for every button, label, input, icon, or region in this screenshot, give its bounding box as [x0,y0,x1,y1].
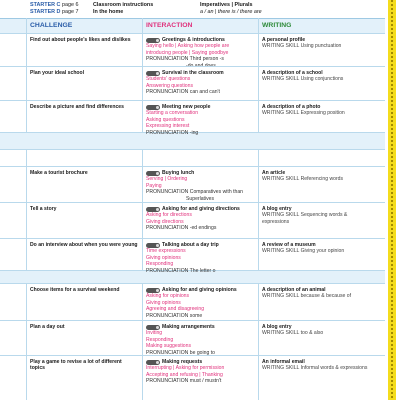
speech-bubble-icon [146,243,160,248]
row-divider [0,202,385,203]
row-divider [0,320,385,321]
interaction-line: Responding [146,336,174,343]
interaction-cell [146,70,256,96]
challenge-cell: Find out about people's likes and dislikes [30,37,131,43]
column-divider [142,18,143,400]
writing-cell [262,206,372,225]
speech-bubble-icon [146,288,160,293]
interaction-line: Making suggestions [146,343,192,350]
interaction-cell [146,104,256,136]
starter-units-strip [0,0,390,17]
interaction-line: Saying hello | Asking how people are [146,43,230,50]
speech-bubble-icon [146,105,160,110]
starter-page: page 6 [60,2,79,8]
interaction-line: Expressing interest [146,123,190,130]
speech-bubble-icon [146,38,160,43]
interaction-line: Asking for directions [146,212,192,219]
pronunciation-line: PRONUNCIATION be going to [146,349,215,356]
interaction-line: Interrupting | Asking for permission [146,365,225,372]
interaction-line: Giving opinions [146,299,181,306]
pronunciation-line: PRONUNCIATION Comparatives with than [146,189,243,196]
interaction-line: Students' questions [146,76,191,83]
interaction-line: Time expressions [146,248,186,255]
interaction-title-text: Buying lunch [162,170,195,176]
interaction-title-text: Meeting new people [162,104,211,110]
row-divider [0,283,385,284]
writing-title: A blog entry [262,206,292,212]
interaction-header: INTERACTION [146,22,193,29]
interaction-cell [146,206,256,232]
writing-title: A description of an animal [262,287,326,293]
writing-cell [262,104,372,117]
writing-skill: WRITING SKILL Sequencing words & expressions [262,212,348,225]
interaction-lines [146,212,256,231]
column-divider [258,18,259,400]
interaction-line: Answering questions [146,82,194,89]
writing-header: WRITING [262,22,292,29]
writing-skill: WRITING SKILL too & also [262,330,324,337]
interaction-title-text: Survival in the classroom [162,70,224,76]
interaction-line: Starting a conversation [146,110,199,117]
interaction-lines [146,110,256,136]
speech-bubble-icon [146,360,160,365]
writing-skill: WRITING SKILL Referencing words [262,176,344,183]
writing-title: A review of a museum [262,242,316,248]
starter-grammar [200,2,262,15]
starter-topic: In the home [93,8,124,15]
writing-skill: WRITING SKILL Using conjunctions [262,76,344,83]
pronunciation-line: PRONUNCIATION -ed endings [146,225,217,232]
pronunciation-line: Superlatives [186,195,215,202]
challenge-cell: Plan your ideal school [30,70,85,76]
starter-page: page 7 [60,8,79,15]
row-divider [0,100,385,101]
interaction-line: Responding [146,261,174,268]
row-divider [0,238,385,239]
pronunciation-line: PRONUNCIATION Third person -s [146,56,224,63]
interaction-line: Agreeing and disagreeing [146,306,205,313]
writing-skill: WRITING SKILL Informal words & expressions [262,365,368,372]
writing-title: A blog entry [262,324,292,330]
interaction-line: Paying [146,182,162,189]
interaction-cell [146,287,256,319]
writing-title: A personal profile [262,37,306,43]
interaction-title-text: Making arrangements [162,324,215,330]
interaction-line: Serving | Ordering [146,176,188,183]
writing-title: A description of a school [262,70,323,76]
starter-page-refs [30,2,78,15]
writing-cell [262,359,372,372]
interaction-line: Giving opinions [146,254,181,261]
pronunciation-line: PRONUNCIATION some [146,312,203,319]
yellow-edge-stripe [385,0,400,400]
challenge-cell: Do an interview about when you were young [30,242,138,248]
interaction-lines [146,76,256,95]
interaction-lines [146,330,256,356]
speech-bubble-icon [146,171,160,176]
challenge-cell: Describe a picture and find differences [30,104,124,110]
column-divider [26,18,27,400]
writing-skill: WRITING SKILL Expressing position [262,110,345,117]
pronunciation-line: PRONUNCIATION -ing [146,129,199,136]
row-divider [0,166,385,167]
interaction-cell [146,37,256,69]
row-divider [0,33,385,34]
challenge-header: CHALLENGE [30,22,73,29]
writing-cell [262,242,372,255]
challenge-cell: Make a tourist brochure [30,170,88,176]
starter-grammar-line: a / an | there is / there are [200,8,262,15]
interaction-line: Giving directions [146,218,184,225]
interaction-lines [146,365,256,384]
challenge-cell: Tell a story [30,206,57,212]
challenge-cell: Plan a day out [30,324,65,330]
interaction-lines [146,176,256,202]
interaction-title-text: Making requests [162,359,203,365]
interaction-lines [146,293,256,319]
writing-title: An article [262,170,286,176]
interaction-cell [146,359,256,385]
interaction-cell [146,170,256,202]
interaction-line: Accepting and refusing | Thanking [146,371,223,378]
writing-cell [262,37,372,50]
writing-cell [262,170,372,183]
interaction-cell [146,324,256,356]
interaction-cell [146,242,256,274]
interaction-title-text: Asking for and giving directions [162,206,240,212]
pronunciation-line: PRONUNCIATION must / mustn't [146,378,222,385]
writing-skill: WRITING SKILL because & because of [262,293,351,300]
writing-skill: WRITING SKILL Giving your opinion [262,248,345,255]
challenge-cell: Play a game to revise a lot of different topics [30,359,122,372]
writing-cell [262,287,372,300]
pronunciation-line: PRONUNCIATION can and can't [146,89,220,96]
speech-bubble-icon [146,325,160,330]
writing-title: A description of a photo [262,104,321,110]
interaction-line: introducing people | Saying goodbye [146,49,229,56]
interaction-line: Asking questions [146,116,185,123]
pronunciation-line: -do and does [186,62,216,69]
writing-cell [262,70,372,83]
speech-bubble-icon [146,71,160,76]
interaction-title-text: Talking about a day trip [162,242,219,248]
interaction-line: Inviting [146,330,163,337]
starter-label: STARTER C [30,2,61,8]
row-divider [0,355,385,356]
pronunciation-line: PRONUNCIATION The letter o [146,267,216,274]
interaction-title-text: Asking for and giving opinions [162,287,237,293]
speech-bubble-icon [146,207,160,212]
table-header [0,18,385,34]
starter-topics [93,2,153,15]
starter-grammar-line: Imperatives | Plurals [200,2,253,8]
starter-topic: Classroom instructions [93,2,154,8]
writing-cell [262,324,372,337]
writing-title: An informal email [262,359,305,365]
interaction-title-text: Greetings & introductions [162,37,225,43]
starter-label: STARTER D [30,8,61,15]
row-divider [0,66,385,67]
interaction-lines [146,248,256,274]
interaction-line: Asking for opinions [146,293,190,300]
challenge-cell: Choose items for a survival weekend [30,287,120,293]
writing-skill: WRITING SKILL Using punctuation [262,43,342,50]
